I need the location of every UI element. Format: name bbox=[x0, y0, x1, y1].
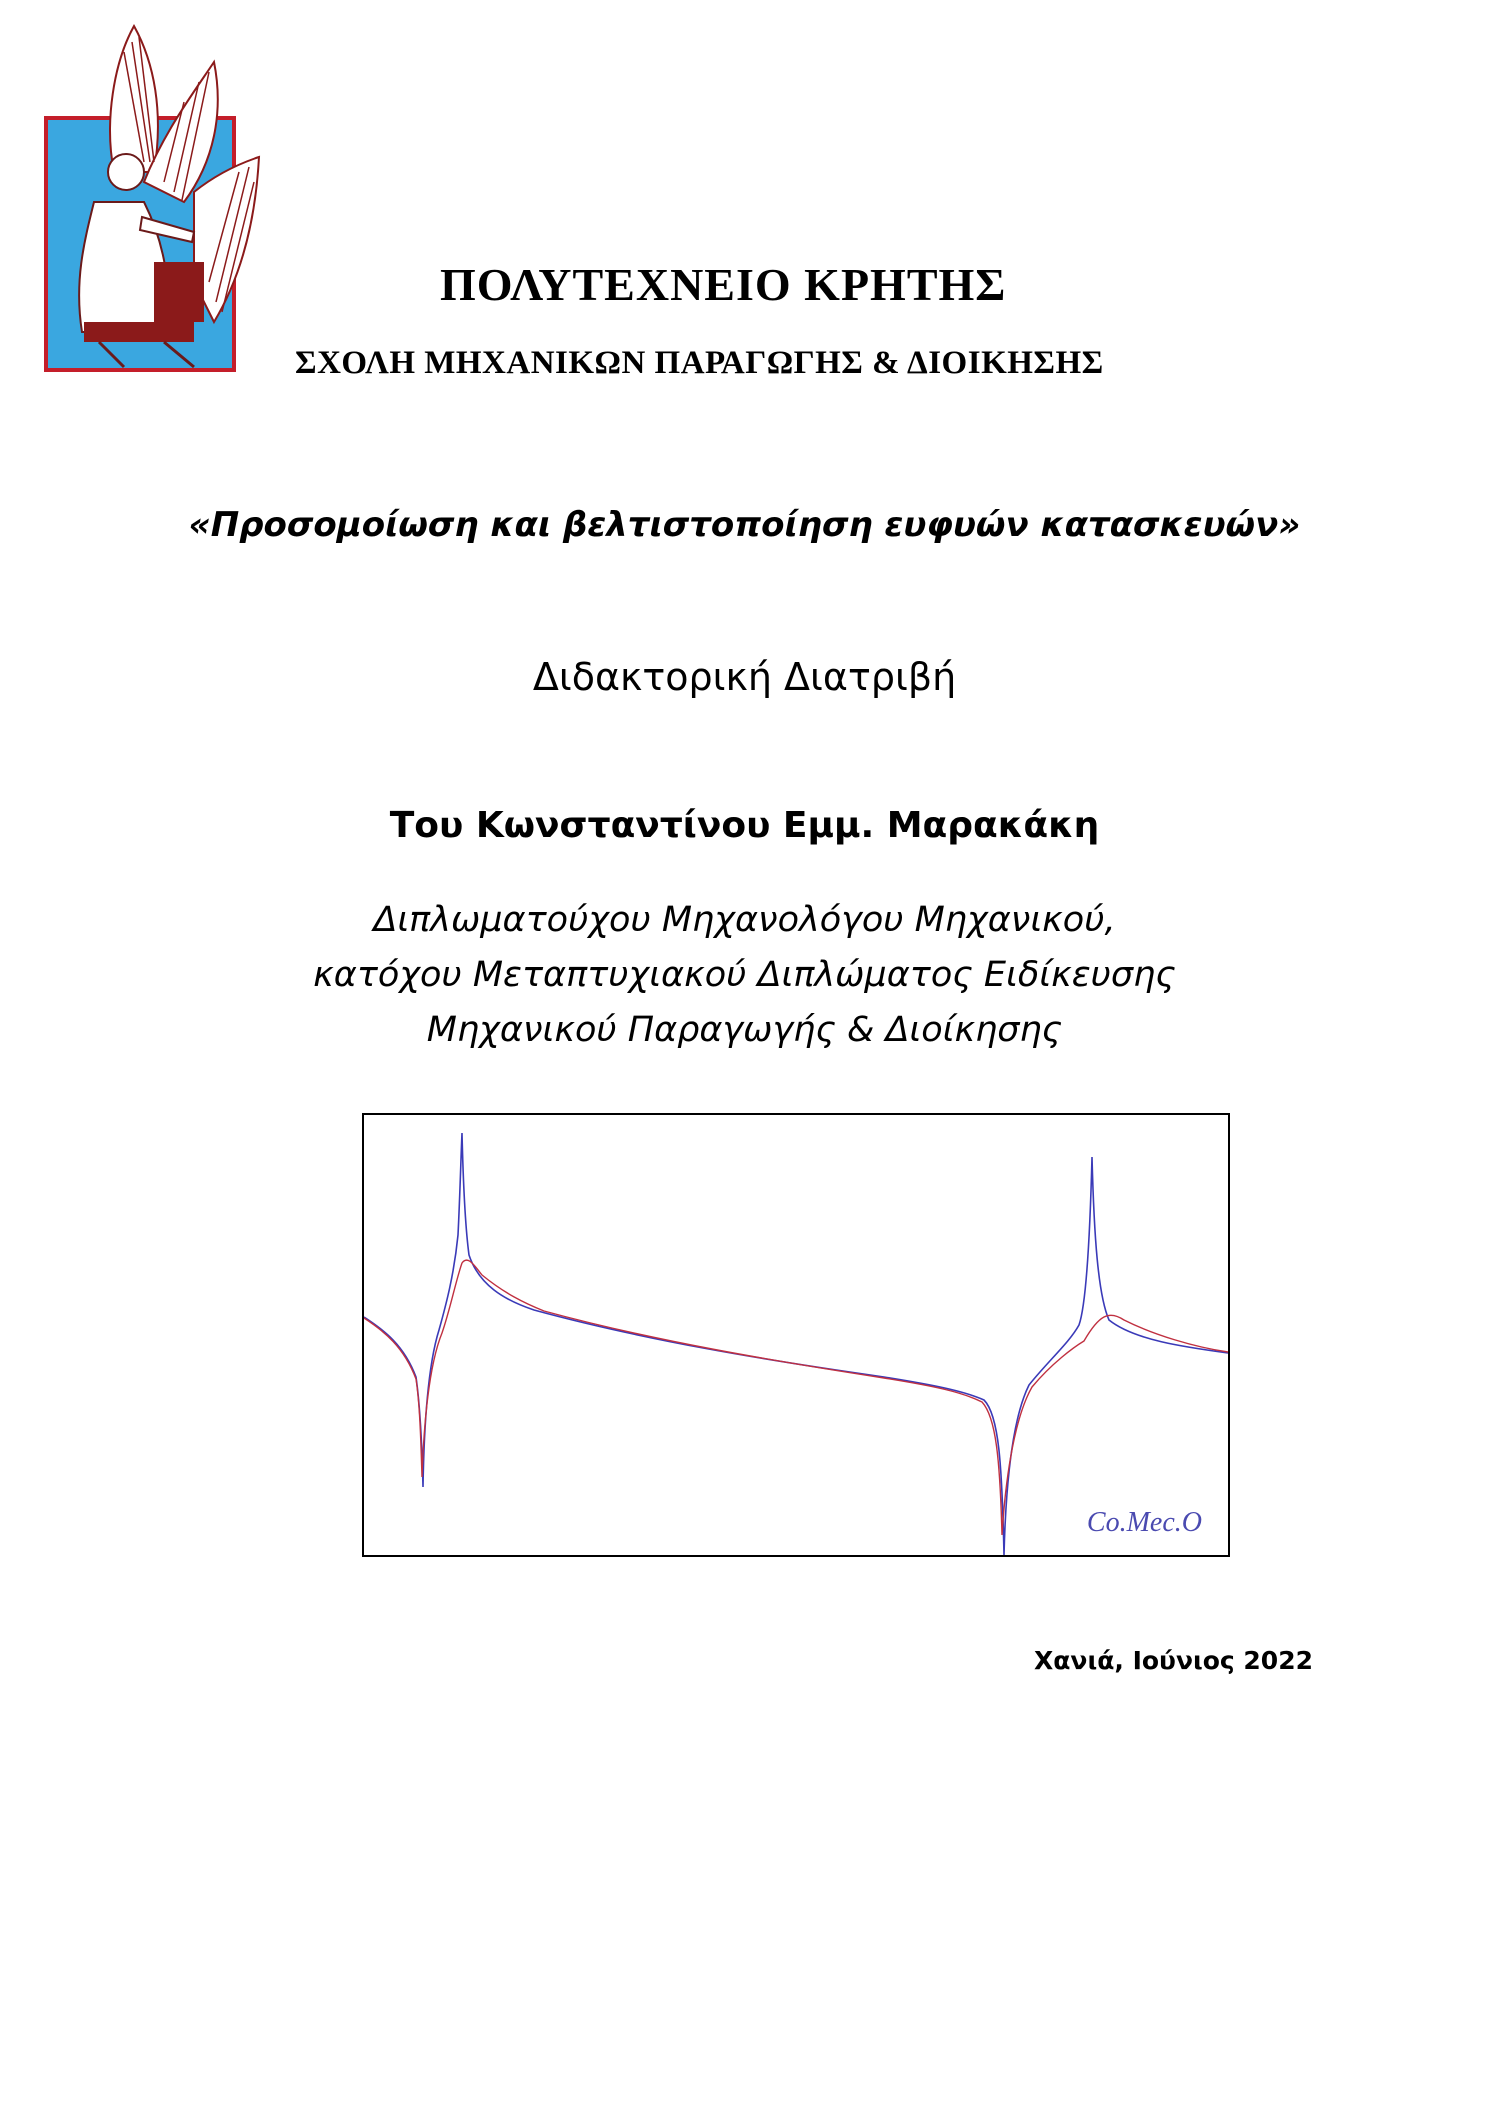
university-logo bbox=[44, 22, 266, 374]
author-credentials bbox=[0, 893, 1489, 1058]
credentials-line: Μηχανικού Παραγωγής & Διοίκησης bbox=[426, 1010, 1063, 1050]
figure-watermark: Co.Mec.O bbox=[1086, 1507, 1202, 1538]
cover-figure bbox=[362, 1113, 1230, 1557]
credentials-line: κατόχου Μεταπτυχιακού Διπλώματος Ειδίκευσης bbox=[313, 955, 1176, 995]
thesis-title: «Προσομοίωση και βελτιστοποίηση ευφυών κατασκευών» bbox=[188, 505, 1301, 545]
curve-series-a bbox=[364, 1133, 1228, 1555]
school-name: ΣΧΟΛΗ ΜΗΧΑΝΙΚΩΝ ΠΑΡΑΓΩΓΗΣ & ΔΙΟΙΚΗΣΗΣ bbox=[295, 345, 1104, 381]
document-type: Διδακτορική Διατριβή bbox=[532, 655, 957, 699]
winged-figure-logo-icon bbox=[44, 22, 266, 374]
author-name: Του Κωνσταντίνου Εμμ. Μαρακάκη bbox=[389, 805, 1100, 846]
place-and-date: Χανιά, Ιούνιος 2022 bbox=[1033, 1646, 1313, 1675]
frequency-response-plot bbox=[364, 1115, 1228, 1555]
credentials-line: Διπλωματούχου Μηχανολόγου Μηχανικού, bbox=[373, 900, 1116, 940]
university-name: ΠΟΛΥΤΕΧΝΕΙΟ ΚΡΗΤΗΣ bbox=[440, 259, 1007, 310]
curve-series-b bbox=[364, 1260, 1228, 1535]
